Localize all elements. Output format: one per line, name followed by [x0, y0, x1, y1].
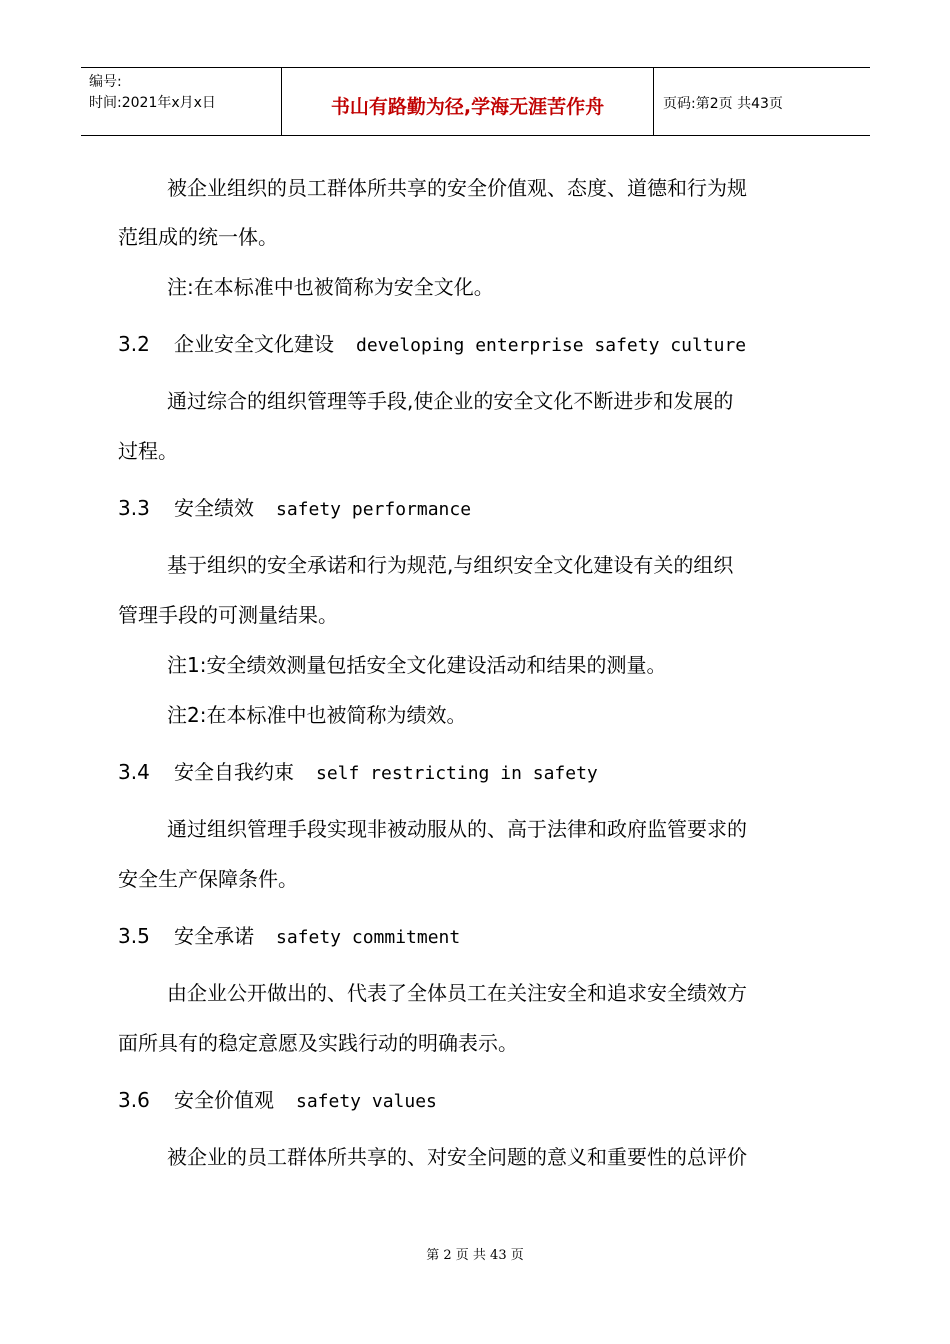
paragraph-line: 范组成的统一体。: [118, 225, 278, 249]
section-heading-3-6: [118, 1087, 437, 1115]
document-time-label: 时间:2021年x月x日: [89, 95, 216, 111]
note-line: 注1:安全绩效测量包括安全文化建设活动和结果的测量。: [167, 653, 667, 677]
paragraph-line: 管理手段的可测量结果。: [118, 603, 338, 627]
section-title-cn: 安全承诺: [174, 924, 254, 948]
note-line: 注2:在本标准中也被简称为绩效。: [167, 703, 467, 727]
header-motto: 书山有路勤为径,学海无涯苦作舟: [282, 68, 654, 135]
section-title-cn: 安全自我约束: [174, 760, 294, 784]
header-table: [81, 67, 870, 136]
section-title-en: safety commitment: [276, 927, 461, 948]
paragraph-line: 由企业公开做出的、代表了全体员工在关注安全和追求安全绩效方: [167, 981, 747, 1005]
section-number: 3.2: [118, 332, 150, 356]
paragraph-line: 安全生产保障条件。: [118, 867, 298, 891]
section-number: 3.6: [118, 1088, 150, 1112]
header-page-number: 页码:第2页 共43页: [663, 95, 783, 112]
section-title-en: self restricting in safety: [316, 763, 598, 784]
section-title-en: safety performance: [276, 499, 472, 520]
section-title-en: developing enterprise safety culture: [356, 335, 747, 356]
section-heading-3-3: [118, 495, 471, 523]
document-number-label: 编号:: [89, 74, 122, 90]
paragraph-line: 被企业的员工群体所共享的、对安全问题的意义和重要性的总评价: [167, 1145, 747, 1169]
paragraph-line: 通过综合的组织管理等手段,使企业的安全文化不断进步和发展的: [167, 389, 734, 413]
section-number: 3.4: [118, 760, 150, 784]
paragraph-line: 通过组织管理手段实现非被动服从的、高于法律和政府监管要求的: [167, 817, 747, 841]
paragraph-line: 基于组织的安全承诺和行为规范,与组织安全文化建设有关的组织: [167, 553, 734, 577]
section-title-cn: 安全绩效: [174, 496, 254, 520]
note-line: 注:在本标准中也被简称为安全文化。: [167, 275, 494, 299]
header-info-cell: [81, 68, 282, 135]
section-title-cn: 企业安全文化建设: [174, 332, 334, 356]
section-heading-3-2: [118, 331, 746, 359]
footer-page-number: 第 2 页 共 43 页: [426, 1248, 524, 1263]
section-number: 3.3: [118, 496, 150, 520]
paragraph-line: 被企业组织的员工群体所共享的安全价值观、态度、道德和行为规: [167, 176, 747, 200]
section-title-en: safety values: [296, 1091, 437, 1112]
paragraph-line: 面所具有的稳定意愿及实践行动的明确表示。: [118, 1031, 518, 1055]
section-number: 3.5: [118, 924, 150, 948]
section-heading-3-5: [118, 923, 460, 951]
paragraph-line: 过程。: [118, 439, 178, 463]
section-title-cn: 安全价值观: [174, 1088, 274, 1112]
section-heading-3-4: [118, 759, 598, 787]
